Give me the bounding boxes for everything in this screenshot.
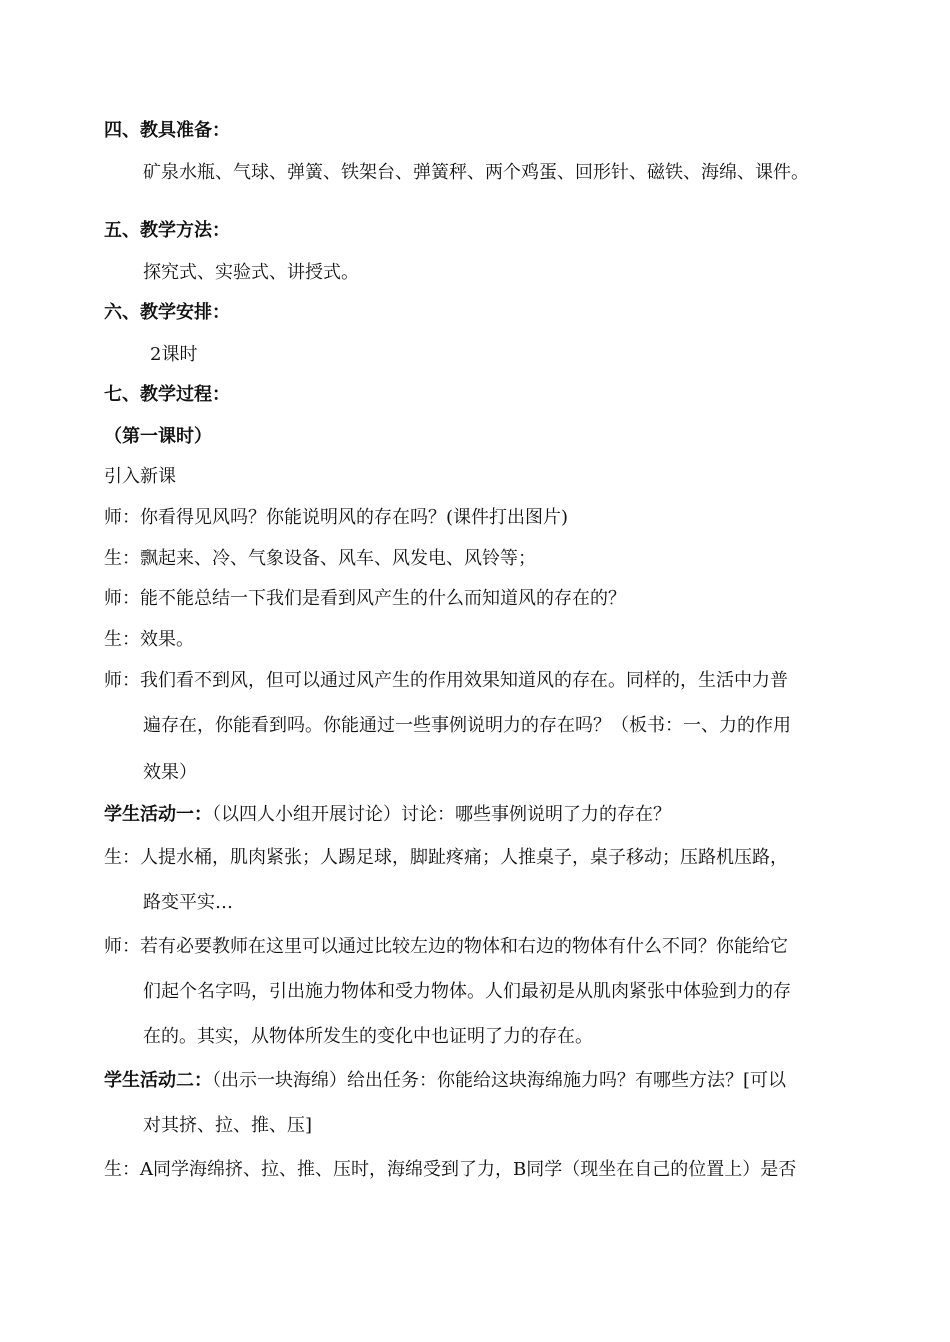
activity-text: （以四人小组开展讨论）讨论：哪些事例说明了力的存在？ — [212, 804, 671, 825]
teaching-methods-text: 探究式、实验式、讲授式。 — [143, 262, 359, 283]
activity-label: 学生活动二： — [104, 1070, 212, 1091]
dialogue-line-cont: 们起个名字吗，引出施力物体和受力物体。人们最初是从肌肉紧张中体验到力的存 — [143, 981, 791, 1002]
dialogue-line-cont: 在的。其实，从物体所发生的变化中也证明了力的存在。 — [143, 1026, 593, 1047]
dialogue-line: 师：能不能总结一下我们是看到风产生的什么而知道风的存在的？ — [104, 588, 626, 609]
dialogue-line-cont: 路变平实… — [143, 892, 233, 913]
dialogue-line: 生：A同学海绵挤、拉、推、压时，海绵受到了力，B同学（现坐在自己的位置上）是否 — [104, 1159, 797, 1180]
heading-teaching-methods: 五、教学方法： — [104, 220, 230, 241]
heading-teaching-schedule: 六、教学安排： — [104, 302, 230, 323]
activity-text: （出示一块海绵）给出任务：你能给这块海绵施力吗？有哪些方法？[可以 — [212, 1070, 787, 1091]
student-activity-1 — [104, 803, 671, 827]
dialogue-line: 生：飘起来、冷、气象设备、风车、风发电、风铃等； — [104, 548, 536, 569]
dialogue-line-cont: 对其挤、拉、推、压] — [143, 1115, 313, 1136]
lesson-intro: 引入新课 — [104, 466, 176, 487]
student-activity-2 — [104, 1069, 786, 1093]
dialogue-line: 生：效果。 — [104, 629, 194, 650]
lesson-period: （第一课时） — [104, 426, 212, 447]
dialogue-line: 师：你看得见风吗？你能说明风的存在吗？(课件打出图片) — [104, 507, 569, 528]
activity-label: 学生活动一： — [104, 804, 212, 825]
dialogue-line-cont: 效果） — [143, 762, 197, 783]
dialogue-line: 生：人提水桶，肌肉紧张；人踢足球，脚趾疼痛；人推桌子，桌子移动；压路机压路， — [104, 847, 788, 868]
dialogue-line: 师：若有必要教师在这里可以通过比较左边的物体和右边的物体有什么不同？你能给它 — [104, 936, 788, 957]
teaching-schedule-text: 2课时 — [150, 344, 198, 365]
dialogue-line: 师：我们看不到风，但可以通过风产生的作用效果知道风的存在。同样的，生活中力普 — [104, 670, 788, 691]
dialogue-line-cont: 遍存在，你能看到吗。你能通过一些事例说明力的存在吗？（板书：一、力的作用 — [143, 715, 791, 736]
heading-teaching-aids: 四、教具准备： — [104, 120, 230, 141]
heading-teaching-process: 七、教学过程： — [104, 384, 230, 405]
teaching-aids-list: 矿泉水瓶、气球、弹簧、铁架台、弹簧秤、两个鸡蛋、回形针、磁铁、海绵、课件。 — [143, 162, 809, 183]
